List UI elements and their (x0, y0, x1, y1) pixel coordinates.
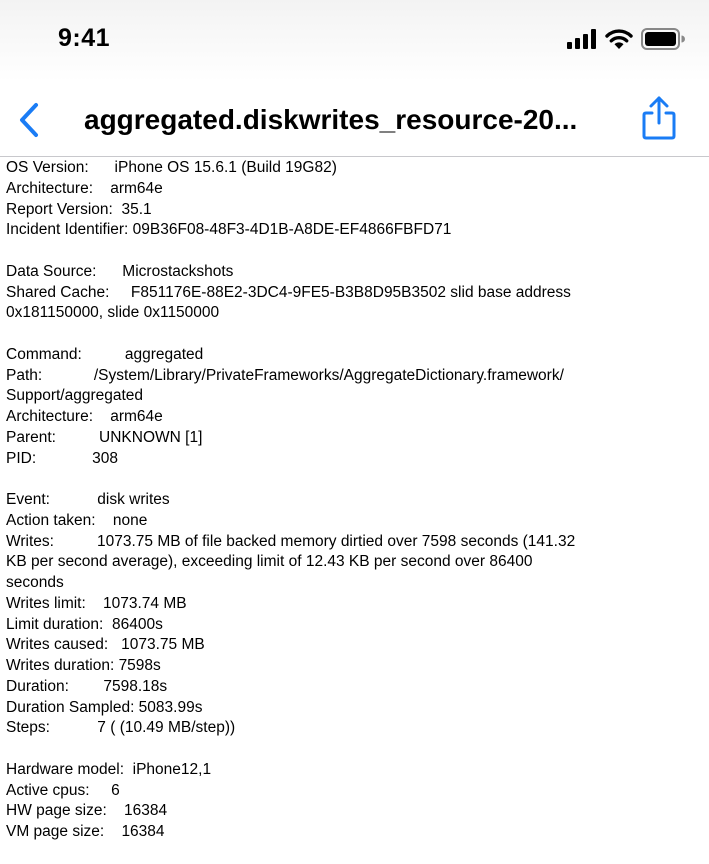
report-line: Writes caused: 1073.75 MB (6, 636, 205, 654)
report-line: Limit duration: 86400s (6, 615, 163, 633)
chevron-left-icon (14, 100, 48, 140)
report-line: 0x181150000, slide 0x1150000 (6, 304, 220, 322)
blank-line (6, 241, 706, 262)
page-title: aggregated.diskwrites_resource-20... (84, 104, 578, 135)
report-line: Architecture: arm64e (6, 408, 163, 425)
report-line: seconds (6, 574, 64, 591)
report-line: Command: aggregated (6, 345, 204, 363)
report-line: Duration: 7598.18s (6, 677, 168, 695)
back-button[interactable] (14, 100, 48, 140)
status-icons (567, 30, 685, 52)
blank-line (6, 469, 706, 490)
report-line: Event: disk writes (6, 491, 170, 508)
blank-line (6, 324, 706, 345)
status-bar (0, 0, 709, 82)
report-line: Writes limit: 1073.74 MB (6, 594, 187, 612)
report-line: Incident Identifier: 09B36F08-48F3-4D1B-A8DE-EF4866FBFD71 (6, 221, 452, 239)
report-line: Writes duration: 7598s (6, 657, 161, 674)
blank-line (6, 739, 706, 760)
report-line: Shared Cache: F851176E-88E2-3DC4-9FE5-B3B8D95B3502 slid base address (6, 283, 571, 301)
report-line: Parent: UNKNOWN [1] (6, 428, 203, 446)
share-button[interactable] (637, 94, 681, 142)
report-line: Support/aggregated (6, 387, 144, 405)
report-line: OS Version: iPhone OS 15.6.1 (Build 19G82) (6, 159, 337, 176)
report-line: Data Source: Microstackshots (6, 262, 234, 280)
report-line: Duration Sampled: 5083.99s (6, 698, 203, 716)
report-line: Architecture: arm64e (6, 179, 163, 197)
share-icon (637, 94, 681, 142)
report-line: Active cpus: 6 (6, 781, 120, 799)
report-line: PID: 308 (6, 449, 118, 467)
report-line: Steps: 7 ( (10.49 MB/step)) (6, 719, 236, 737)
navigation-bar (0, 82, 709, 157)
report-line: VM page size: 16384 (6, 823, 165, 840)
report-line: KB per second average), exceeding limit of 12.43 KB per second over 86400 (6, 553, 533, 571)
wifi-icon (605, 28, 633, 55)
report-line: Hardware model: iPhone12,1 (6, 760, 212, 778)
battery-icon (641, 28, 685, 55)
report-line: Action taken: none (6, 511, 148, 529)
cellular-signal-icon (567, 29, 597, 54)
report-line: Report Version: 35.1 (6, 200, 152, 218)
report-line: HW page size: 16384 (6, 802, 168, 820)
status-time: 9:41 (58, 24, 111, 52)
report-line: Path: /System/Library/PrivateFrameworks/AggregateDictionary.framework/ (6, 366, 564, 384)
crash-report-text (6, 158, 706, 843)
report-line: Writes: 1073.75 MB of file backed memory dirtied over 7598 seconds (141.32 (6, 532, 576, 550)
